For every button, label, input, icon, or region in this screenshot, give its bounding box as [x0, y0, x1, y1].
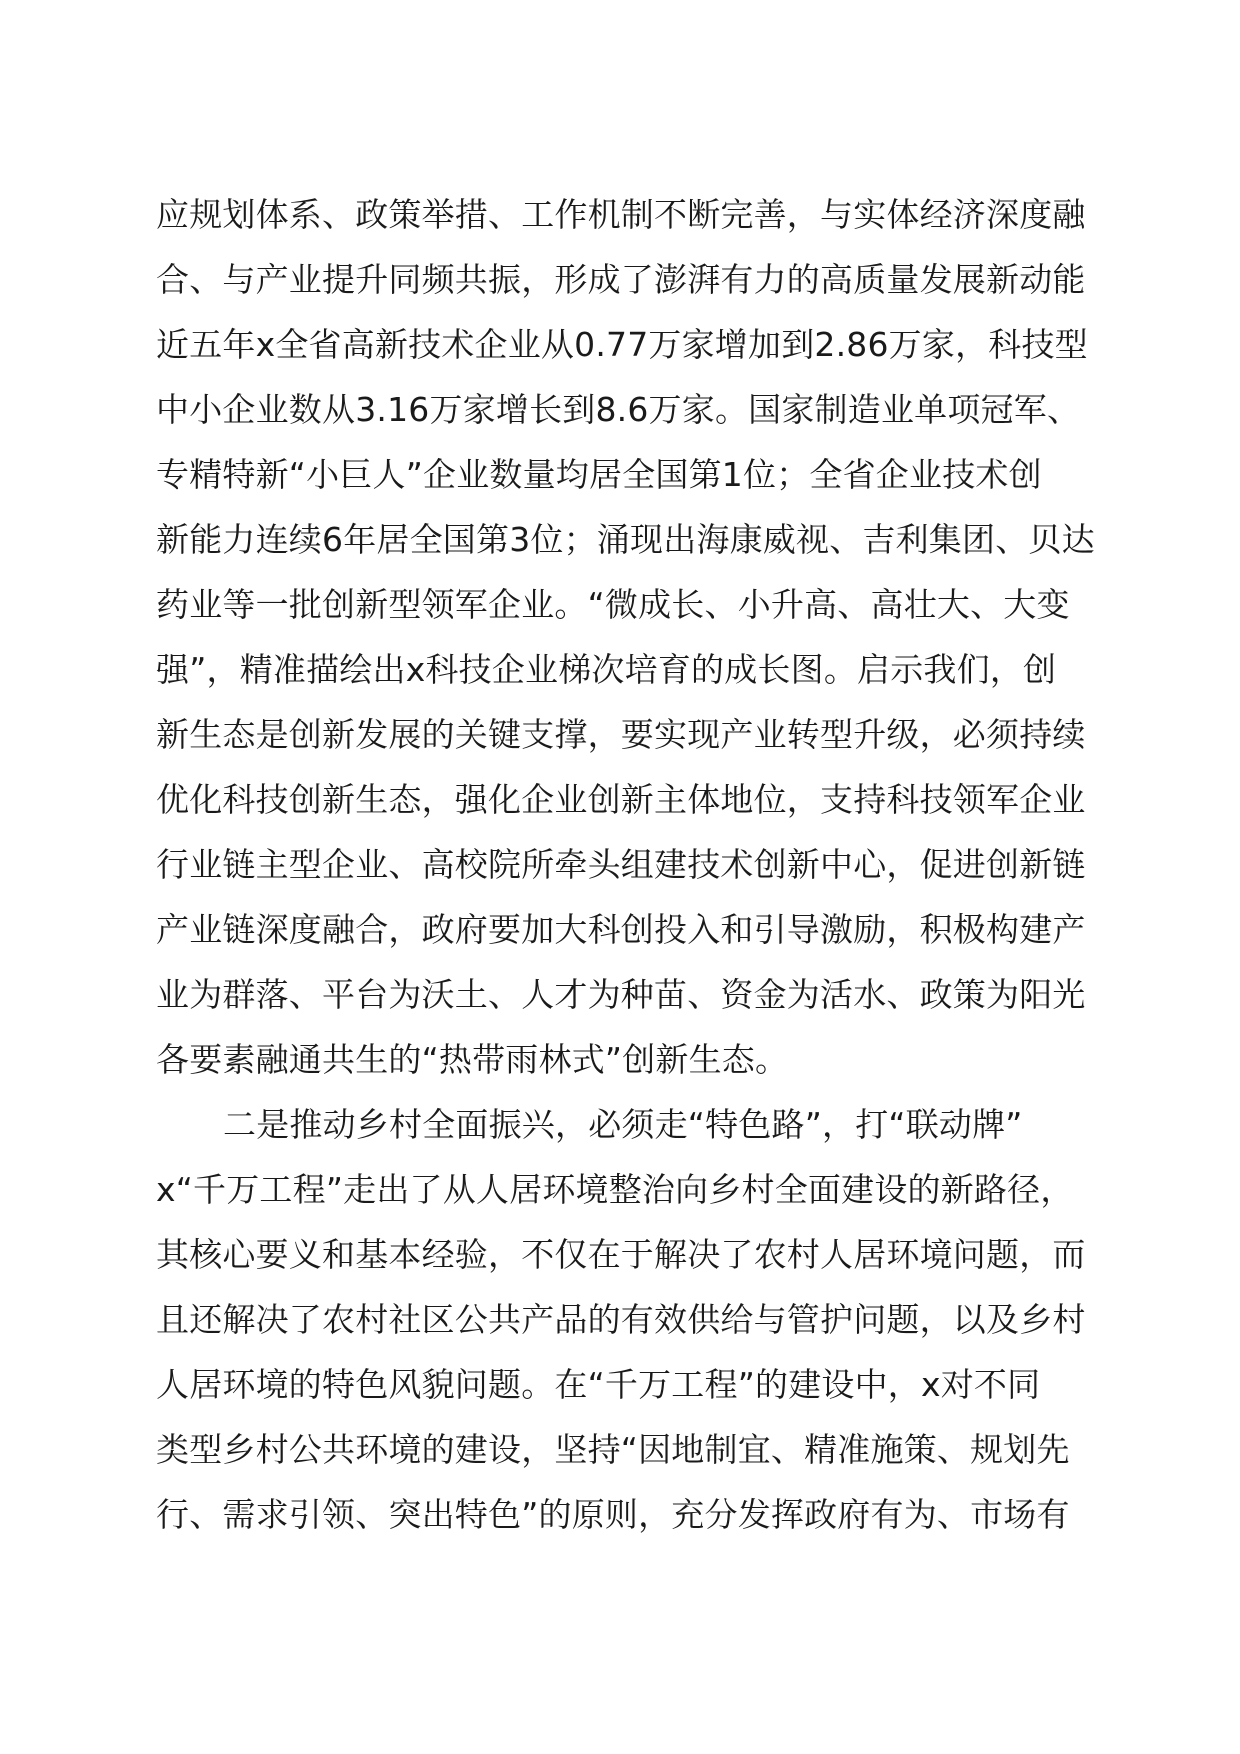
text-line: 应规划体系、政策举措、工作机制不断完善，与实体经济深度融: [156, 195, 1086, 234]
text-line: 产业链深度融合，政府要加大科创投入和引导激励，积极构建产: [156, 910, 1086, 949]
paragraph-start-line: 二是推动乡村全面振兴，必须走“特色路”，打“联动牌”: [223, 1105, 1023, 1144]
text-line: 类型乡村公共环境的建设，坚持“因地制宜、精准施策、规划先: [156, 1430, 1070, 1469]
text-line: 优化科技创新生态，强化企业创新主体地位，支持科技领军企业: [156, 780, 1086, 819]
text-line: 且还解决了农村社区公共产品的有效供给与管护问题，以及乡村: [156, 1300, 1086, 1339]
text-line: 其核心要义和基本经验，不仅在于解决了农村人居环境问题，而: [156, 1235, 1086, 1274]
text-line: 合、与产业提升同频共振，形成了澎湃有力的高质量发展新动能: [156, 260, 1086, 299]
text-line: 中小企业数从3.16万家增长到8.6万家。国家制造业单项冠军、: [156, 390, 1081, 429]
text-line: 行业链主型企业、高校院所牵头组建技术创新中心，促进创新链: [156, 845, 1086, 884]
text-line: 人居环境的特色风貌问题。在“千万工程”的建设中，x对不同: [156, 1365, 1041, 1404]
text-line: x“千万工程”走出了从人居环境整治向乡村全面建设的新路径，: [156, 1170, 1074, 1209]
text-line: 药业等一批创新型领军企业。“微成长、小升高、高壮大、大变: [156, 585, 1070, 624]
body-text: [156, 182, 1116, 1547]
text-line: 各要素融通共生的“热带雨林式”创新生态。: [156, 1040, 789, 1079]
text-line: 新能力连续6年居全国第3位；涌现出海康威视、吉利集团、贝达: [156, 520, 1095, 559]
text-line: 新生态是创新发展的关键支撑，要实现产业转型升级，必须持续: [156, 715, 1086, 754]
text-line: 近五年x全省高新技术企业从0.77万家增加到2.86万家，科技型: [156, 325, 1088, 364]
text-line: 专精特新“小巨人”企业数量均居全国第1位；全省企业技术创: [156, 455, 1042, 494]
text-line: 业为群落、平台为沃土、人才为种苗、资金为活水、政策为阳光: [156, 975, 1086, 1014]
text-line: 强”，精准描绘出x科技企业梯次培育的成长图。启示我们，创: [156, 650, 1057, 689]
text-line: 行、需求引领、突出特色”的原则，充分发挥政府有为、市场有: [156, 1495, 1070, 1534]
